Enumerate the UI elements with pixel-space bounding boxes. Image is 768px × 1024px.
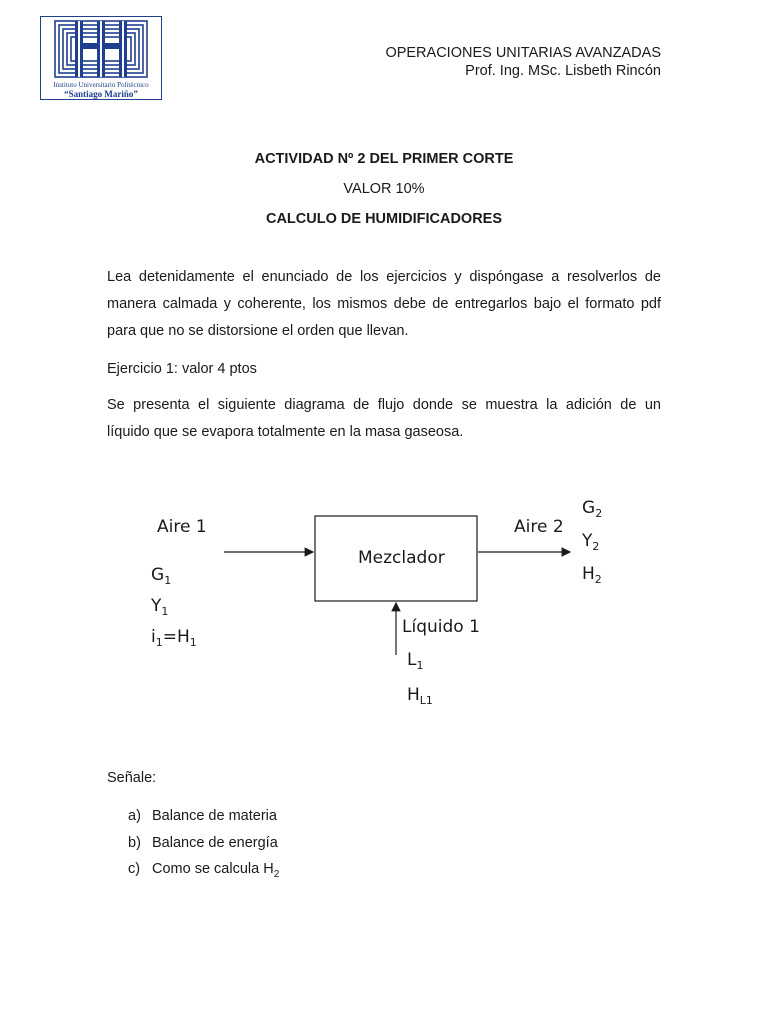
air-out-label: Aire 2 — [514, 517, 564, 537]
institution-logo — [40, 16, 162, 100]
list-item-text: Balance de materia — [152, 808, 277, 824]
list-item-text: Balance de energía — [152, 835, 278, 851]
list-marker: a) — [128, 808, 141, 824]
air-out-flow: $G_2$ — [582, 498, 603, 520]
logo-caption-name: “Santiago Mariño” — [64, 89, 138, 99]
intro-line: manera calmada y coherente, los mismos debe de entregarlos bajo el formato pdf — [107, 296, 661, 312]
air-in-flow: $G_1$ — [151, 565, 172, 587]
list-item-text: Como se calcula H — [152, 861, 274, 877]
list-item-subscript: 2 — [273, 868, 280, 880]
intro-line: Lea detenidamente el enunciado de los ejercicios y dispóngase a resolverlos de — [107, 269, 661, 285]
list-item — [128, 861, 279, 880]
liquid-in-label: Líquido 1 — [402, 617, 480, 637]
list-item — [128, 835, 278, 851]
list-marker: c) — [128, 861, 141, 877]
exercise-label: Ejercicio 1: valor 4 ptos — [107, 361, 257, 377]
air-out-enthalpy: $H_2$ — [582, 564, 602, 586]
activity-title: ACTIVIDAD Nº 2 DEL PRIMER CORTE — [254, 151, 514, 167]
intro-paragraph — [107, 264, 661, 345]
activity-subject: CALCULO DE HUMIDIFICADORES — [265, 211, 503, 227]
air-out-humidity: $Y_2$ — [582, 531, 600, 553]
logo-caption-institute: Instituto Universitario Politécnico — [53, 81, 149, 89]
air-in-humidity: $Y_1$ — [151, 596, 169, 618]
intro-line: para que no se distorsione el orden que llevan. — [107, 323, 409, 339]
flow-diagram — [140, 495, 620, 720]
liquid-in-flow: $L_1$ — [407, 650, 424, 672]
question-label: Señale: — [107, 770, 157, 786]
mixer-label: Mezclador — [358, 548, 445, 568]
list-item — [128, 808, 277, 824]
course-title: OPERACIONES UNITARIAS AVANZADAS — [385, 45, 661, 61]
page-header — [385, 44, 661, 80]
exercise-line: líquido que se evapora totalmente en la masa gaseosa. — [107, 424, 464, 440]
activity-value: VALOR 10% — [343, 181, 425, 197]
air-in-label: Aire 1 — [157, 517, 207, 537]
exercise-line: Se presenta el siguiente diagrama de flujo donde se muestra la adición de un — [107, 397, 661, 413]
exercise-paragraph — [107, 392, 661, 446]
professor-name: Prof. Ing. MSc. Lisbeth Rincón — [465, 63, 661, 79]
liquid-in-enthalpy: $H_{L1}$ — [407, 685, 433, 707]
list-marker: b) — [128, 835, 141, 851]
air-in-enthalpy: $i_1=H_1$ — [151, 627, 197, 649]
